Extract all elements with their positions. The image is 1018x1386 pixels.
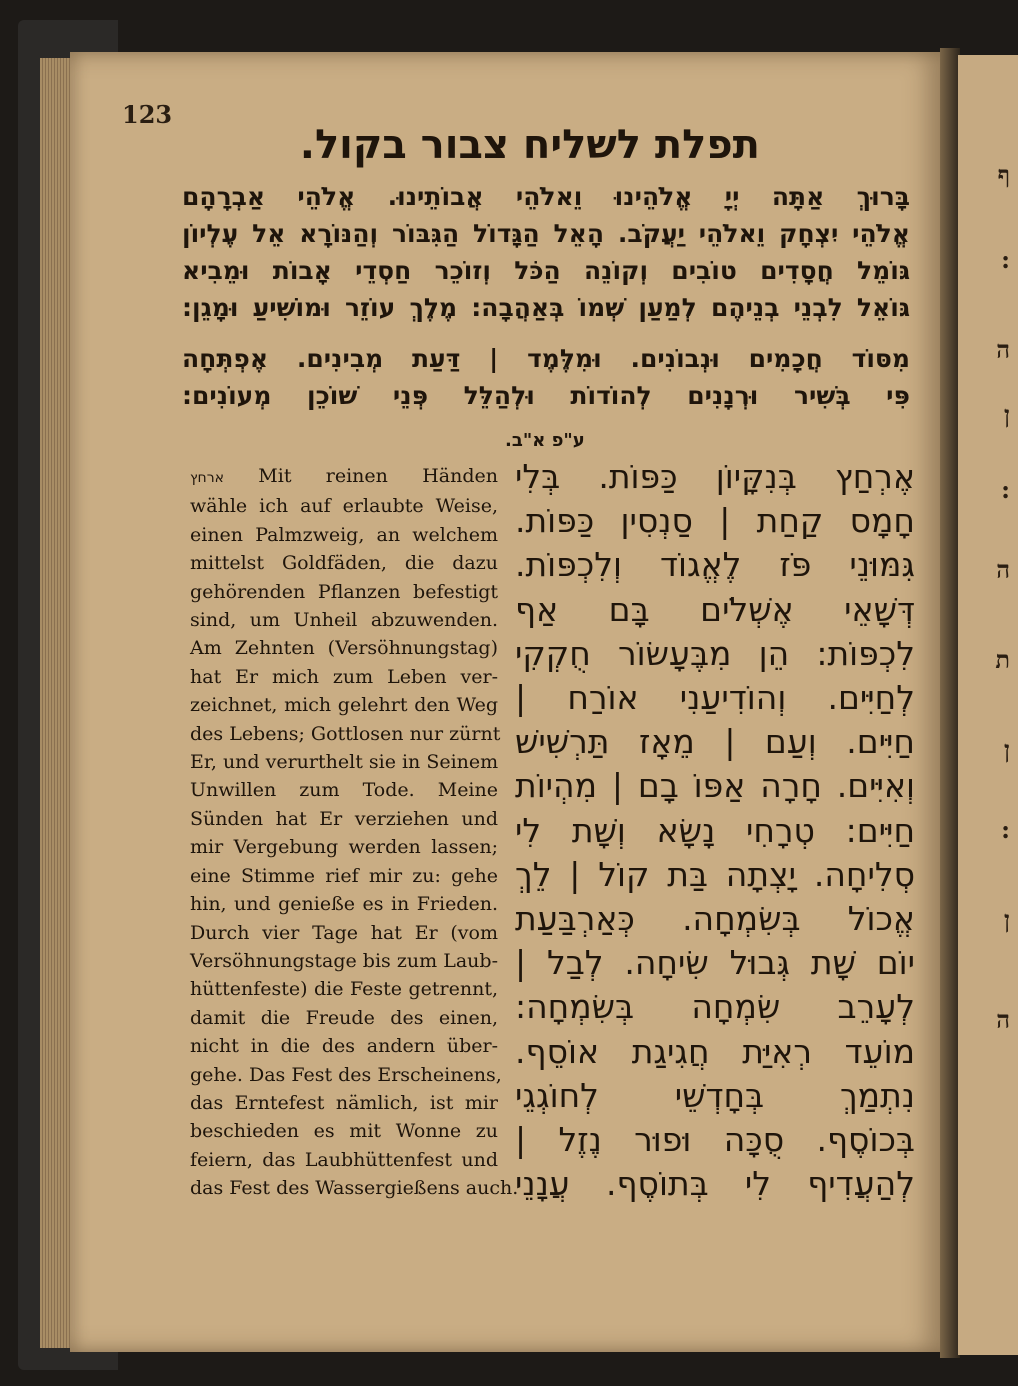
- german-line: mittelst Goldfäden, die dazu: [190, 552, 498, 575]
- next-page-glyph: ן: [1003, 735, 1010, 764]
- poem-line: חָמָס קַחַת | סַנְסִין כַּפּוֹת.: [515, 501, 915, 541]
- poem-line: לְהַעֲדִיף לִי בְּתוֹסֶף. עֲנָנֵי: [515, 1164, 915, 1204]
- german-line: einen Palmzweig, an welchem: [190, 523, 498, 546]
- german-line: Sünden hat Er verziehen und: [190, 807, 498, 830]
- german-line: damit die Freude des einen,: [190, 1006, 498, 1029]
- next-page-glyph: ה: [996, 555, 1010, 584]
- german-line: wähle ich auf erlaubte Weise,: [190, 495, 498, 518]
- prayer-intro-line: בָּרוּךְ אַתָּה יְיָ אֱלֹהֵינוּ וֵאלֹהֵי אֲבוֹתֵינוּ. אֱלֹהֵי אַבְרָהָם: [182, 182, 910, 211]
- next-page-glyph: ה: [996, 1005, 1010, 1034]
- page-heading: תפלת לשליח צבור בקול.: [299, 122, 760, 168]
- poem-line: מוֹעֵד רְאִיַּת חֲגִיגַת אוֹסֵף.: [515, 1031, 915, 1071]
- page-number: 123: [122, 100, 173, 129]
- next-page-glyph: ה: [996, 335, 1010, 364]
- prayer-intro-line: גּוֹאֵל לִבְנֵי בְנֵיהֶם לְמַעַן שְׁמוֹ בְּאַהֲבָה: מֶלֶךְ עוֹזֵר וּמוֹשִׁיעַ וּמָגֵן:: [182, 293, 910, 322]
- poem-line: בְּכוֹסֶף. סֻכָּה וּפוּר נֶזֶל |: [515, 1120, 915, 1160]
- german-line: hin, und genieße es in Frieden.: [190, 893, 498, 916]
- poem-line: לְעָרֵב שִׂמְחָה בְּשִׂמְחָה:: [515, 987, 915, 1027]
- german-line: Versöhnungstage bis zum Laub-: [190, 949, 498, 972]
- next-page-glyph: :: [1001, 475, 1010, 504]
- prayer-intro-line: אֱלֹהֵי יִצְחָק וֵאלֹהֵי יַעֲקֹב. הָאֵל הַגָּדוֹל הַגִּבּוֹר וְהַנּוֹרָא אֵל עֶלְיוֹן: [182, 219, 910, 248]
- german-line: mir Vergebung werden lassen;: [190, 836, 498, 859]
- german-line: zeichnet, mich gelehrt den Weg: [190, 694, 498, 717]
- acrostic-marker: ע"פ א"ב.: [505, 430, 585, 451]
- poem-line: חַיִּים. וְעַם | מֵאָז תַּרְשִׁישׁ: [515, 722, 915, 762]
- poem-line: נִתְמַךְ בְּחָדְשֵׁי לְחוֹגְגֵי: [515, 1075, 915, 1115]
- poem-line: לְחַיִּים. וְהוֹדִיעַנִי אוֹרַח |: [515, 678, 915, 718]
- book-gutter: [940, 48, 960, 1358]
- german-line: feiern, das Laubhüttenfest und: [190, 1148, 498, 1171]
- prayer-second: [182, 340, 910, 414]
- german-line: das Fest des Wassergießens auch.: [190, 1177, 519, 1200]
- german-line: ארחץ Mit reinen Händen: [190, 465, 498, 487]
- german-translation: [190, 462, 519, 1203]
- hebrew-poem: [515, 455, 915, 1206]
- poem-line: סְלִיחָה. יָצְתָה בַּת קוֹל | לֵךְ: [515, 854, 915, 894]
- german-line: nicht in die des andern über-: [190, 1035, 498, 1058]
- german-line: eine Stimme rief mir zu: gehe: [190, 864, 498, 887]
- german-line: hüttenfeste) die Feste getrennt,: [190, 978, 498, 1001]
- prayer-second-line: מִסּוֹד חֲכָמִים וּנְבוֹנִים. וּמִלֶּמֶד | דַּעַת מְבִינִים. אֶפְתְּחָה: [182, 344, 910, 373]
- german-ref: ארחץ: [190, 470, 224, 486]
- prayer-second-line: פִּי בְּשִׁיר וּרְנָנִים לְהוֹדוֹת וּלְהַלֵּל פְּנֵי שׁוֹכֵן מְעוֹנִים:: [182, 381, 910, 410]
- german-line: hat Er mich zum Leben ver-: [190, 665, 498, 688]
- poem-line: לִכְפּוֹת: הֵן מִבֶּעָשׂוֹר חֻקְקִי: [515, 633, 915, 673]
- poem-line: חַיִּים: טְרָחִי נָשָׂא וְשָׁת לִי: [515, 810, 915, 850]
- next-page-glyph: ן: [1003, 400, 1010, 429]
- next-page-glyph: ף: [997, 160, 1010, 189]
- poem-line: וְאִיִּים. חָרָה אַפּוֹ בָם | מִהְיוֹת: [515, 766, 915, 806]
- german-line: des Lebens; Gottlosen nur zürnt: [190, 722, 501, 745]
- german-line: Unwillen zum Tode. Meine: [190, 779, 498, 802]
- german-line: beschieden es mit Wonne zu: [190, 1120, 498, 1143]
- poem-line: גִּמּוּנֵי פֹּז לֶאֱגוֹד וְלִכְפּוֹת.: [515, 545, 915, 585]
- poem-line: אֱכוֹל בְּשִׂמְחָה. כְּאַרְבַּעַת: [515, 899, 915, 939]
- german-line: Durch vier Tage hat Er (vom: [190, 921, 498, 944]
- german-line: sind, um Unheil abzuwenden.: [190, 609, 498, 632]
- prayer-intro-line: גּוֹמֵל חֲסָדִים טוֹבִים וְקוֹנֵה הַכֹּל וְזוֹכֵר חַסְדֵי אָבוֹת וּמֵבִיא: [182, 256, 910, 285]
- german-line: das Erntefest nämlich, ist mir: [190, 1091, 498, 1114]
- poem-line: אֶרְחַץ בְּנִקָּיוֹן כַּפּוֹת. בְּלִי: [515, 457, 915, 496]
- next-page-glyph: ת: [995, 645, 1010, 674]
- german-line: Am Zehnten (Versöhnungstag): [190, 637, 498, 660]
- poem-line: יוֹם שָׁת גְּבוּל שִׂיחָה. לְבַל |: [515, 943, 915, 983]
- next-page-edge: [958, 55, 1018, 1355]
- german-line: Er, und verurthelt sie in Seinem: [190, 751, 499, 774]
- next-page-glyph: ן: [1003, 905, 1010, 934]
- next-page-glyph: :: [1001, 815, 1010, 844]
- poem-line: דְּשָׁאֵי אֶשְׁלֹים בָּם אַף: [515, 589, 915, 629]
- prayer-intro: [182, 178, 910, 326]
- next-page-glyph: :: [1001, 245, 1010, 274]
- german-line: gehe. Das Fest des Erscheinens,: [190, 1063, 502, 1086]
- german-line: gehörenden Pflanzen befestigt: [190, 580, 498, 603]
